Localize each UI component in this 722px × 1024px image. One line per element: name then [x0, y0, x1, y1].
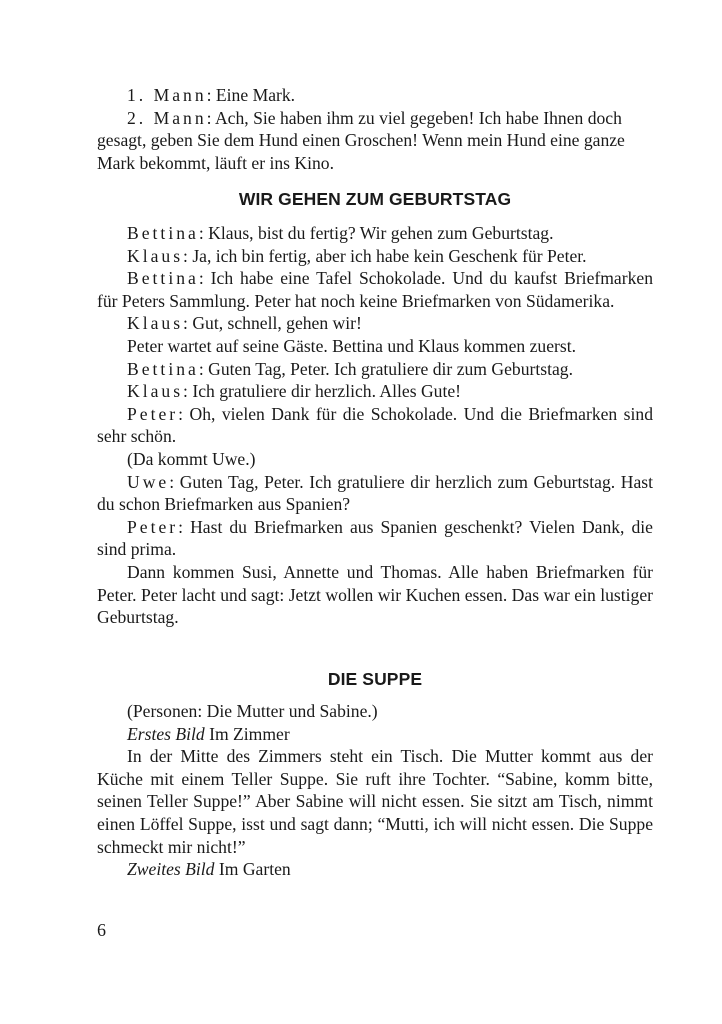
- paragraph: [97, 335, 653, 358]
- speaker-name: Bettina: [127, 358, 199, 379]
- speaker-name: Peter: [127, 516, 179, 537]
- paragraph: [97, 561, 653, 629]
- paragraph: [97, 516, 653, 561]
- paragraph: [97, 858, 653, 881]
- dialogue-block-geburtstag: [97, 222, 653, 629]
- section-heading-suppe: DIE SUPPE: [327, 669, 423, 689]
- paragraph: [97, 84, 653, 107]
- scene-title: Erstes Bild: [127, 723, 205, 744]
- paragraph-text: : Ich habe eine Tafel Schokolade. Und du kaufst Briefmarken für Peters Sammlung. Peter hat noch keine Briefmarken von Südamerika.: [97, 268, 653, 311]
- speaker-name: Klaus: [127, 313, 184, 334]
- paragraph-text: In der Mitte des Zimmers steht ein Tisch. Die Mutter kommt aus der Küche mit einem Teller Suppe. Sie ruft ihre Tochter. “Sabine, komm bitte, seinen Teller Suppe!” Aber Sabine will nicht essen. Sie sitzt am Tisch, nimmt einen Löffel Suppe, isst und sagt dann; “Mutti, ich will nicht essen. Die Suppe schmeckt mir nicht!”: [97, 746, 653, 857]
- narrative-block-suppe: [97, 700, 653, 881]
- paragraph-text: : Guten Tag, Peter. Ich gratuliere dir herzlich zum Geburtstag. Hast du schon Briefmarken aus Spanien?: [97, 471, 653, 515]
- paragraph-text: Im Zimmer: [204, 723, 290, 744]
- paragraph-text: : Klaus, bist du fertig? Wir gehen zum Geburtstag.: [198, 223, 554, 243]
- paragraph-text: : Guten Tag, Peter. Ich gratuliere dir zum Geburtstag.: [198, 358, 573, 379]
- paragraph: [97, 448, 653, 471]
- section-heading-geburtstag: WIR GEHEN ZUM GEBURTSTAG: [238, 189, 512, 209]
- speaker-name: Uwe: [127, 471, 170, 492]
- paragraph: [97, 471, 653, 516]
- paragraph-text: : Ja, ich bin fertig, aber ich habe kein Geschenk für Peter.: [183, 245, 587, 266]
- paragraph: [97, 723, 653, 746]
- speaker-name: Bettina: [127, 223, 199, 243]
- speaker-name: 1. Mann: [127, 85, 207, 105]
- paragraph-text: Im Garten: [214, 859, 291, 880]
- paragraph: [97, 267, 653, 312]
- paragraph: [97, 380, 653, 403]
- speaker-name: 2. Mann: [127, 107, 207, 128]
- paragraph: [97, 222, 653, 245]
- paragraph: [97, 107, 653, 175]
- paragraph-text: : Gut, schnell, gehen wir!: [183, 313, 362, 334]
- scene-title: Zweites Bild: [127, 859, 215, 880]
- paragraph: [97, 312, 653, 335]
- paragraph-text: Dann kommen Susi, Annette und Thomas. Alle haben Briefmarken für Peter. Peter lacht und sagt: Jetzt wollen wir Kuchen essen. Das war ein lustiger Geburtstag.: [97, 561, 653, 628]
- paragraph: [97, 358, 653, 381]
- speaker-name: Klaus: [127, 245, 184, 266]
- paragraph-text: Peter wartet auf seine Gäste. Bettina und Klaus kommen zuerst.: [127, 335, 576, 356]
- paragraph: [97, 403, 653, 448]
- paragraph: [97, 700, 653, 723]
- paragraph-text: : Oh, vielen Dank für die Schokolade. Und die Briefmarken sind sehr schön.: [97, 403, 653, 447]
- paragraph: [97, 245, 653, 268]
- paragraph-text: : Hast du Briefmarken aus Spanien geschenkt? Vielen Dank, die sind prima.: [97, 516, 653, 560]
- paragraph-text: (Da kommt Uwe.): [127, 448, 256, 469]
- paragraph-text: : Ich gratuliere dir herzlich. Alles Gute!: [183, 381, 462, 402]
- dialogue-block-dog: [97, 84, 653, 174]
- paragraph-text: : Eine Mark.: [206, 85, 296, 105]
- paragraph-text: (Personen: Die Mutter und Sabine.): [127, 701, 378, 721]
- page-number: 6: [97, 920, 106, 940]
- speaker-name: Peter: [127, 403, 179, 424]
- paragraph: [97, 745, 653, 858]
- speaker-name: Bettina: [127, 268, 199, 289]
- paragraph-text: : Ach, Sie haben ihm zu viel gegeben! Ich habe Ihnen doch gesagt, geben Sie dem Hund einen Groschen! Wenn mein Hund eine ganze Mark bekommt, läuft er ins Kino.: [97, 107, 625, 173]
- speaker-name: Klaus: [127, 381, 184, 402]
